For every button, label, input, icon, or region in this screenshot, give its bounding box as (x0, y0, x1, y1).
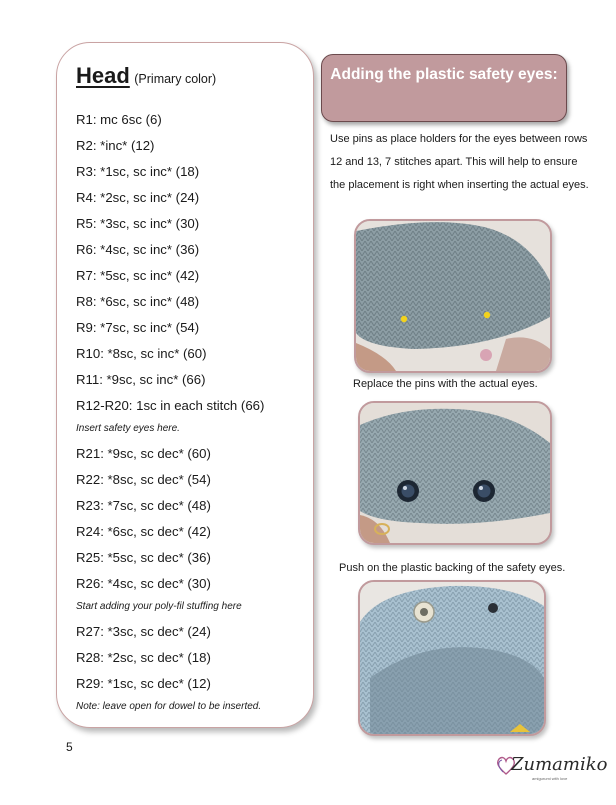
pattern-row: R1: mc 6sc (6) (76, 112, 162, 127)
pattern-rows (76, 107, 312, 717)
pattern-row: R8: *6sc, sc inc* (48) (76, 294, 200, 309)
eyes-section-title: Adding the plastic safety eyes: (321, 54, 567, 122)
pattern-row: R11: *9sc, sc inc* (66) (76, 372, 206, 387)
logo-name: Zumamiko (511, 754, 608, 775)
photo-eyes-illustration (360, 403, 550, 543)
pattern-row: R4: *2sc, sc inc* (24) (76, 190, 200, 205)
pattern-row: R5: *3sc, sc inc* (30) (76, 216, 200, 231)
pattern-row: R27: *3sc, sc dec* (24) (76, 624, 211, 639)
caption-replace-pins: Replace the pins with the actual eyes. (353, 378, 538, 390)
head-subtitle: (Primary color) (134, 72, 217, 86)
zumamiko-logo (496, 752, 608, 786)
logo-tagline: amigurumi with love (532, 776, 568, 781)
pattern-row: R9: *7sc, sc inc* (54) (76, 320, 200, 335)
eyes-intro-text: Use pins as place holders for the eyes between rows 12 and 13, 7 stitches apart. This will help to ensure the placement is right when inserting the actual eyes. (330, 133, 589, 191)
note-insert-eyes: Insert safety eyes here. (76, 423, 180, 434)
pattern-row: R2: *inc* (12) (76, 138, 155, 153)
note-stuffing: Start adding your poly-fil stuffing here (76, 601, 242, 612)
photo-backing-illustration (360, 582, 544, 734)
caption-push-backing: Push on the plastic backing of the safety eyes. (339, 562, 566, 574)
note-dowel: Note: leave open for dowel to be inserted. (76, 701, 262, 712)
pattern-row: R24: *6sc, sc dec* (42) (76, 524, 211, 539)
head-pattern-card (56, 42, 314, 728)
pattern-row: R21: *9sc, sc dec* (60) (76, 446, 211, 461)
pattern-row: R28: *2sc, sc dec* (18) (76, 650, 211, 665)
pattern-row: R7: *5sc, sc inc* (42) (76, 268, 200, 283)
photo-plastic-backing (358, 580, 546, 736)
pattern-row: R22: *8sc, sc dec* (54) (76, 472, 211, 487)
photo-pins-placement (354, 219, 552, 373)
photo-actual-eyes (358, 401, 552, 545)
head-heading: Head (76, 63, 130, 88)
pattern-row: R3: *1sc, sc inc* (18) (76, 164, 200, 179)
pattern-row: R12-R20: 1sc in each stitch (66) (76, 398, 265, 413)
head-title (76, 63, 216, 89)
pattern-row: R10: *8sc, sc inc* (60) (76, 346, 207, 361)
pattern-row: R6: *4sc, sc inc* (36) (76, 242, 200, 257)
pattern-row: R23: *7sc, sc dec* (48) (76, 498, 211, 513)
pattern-row: R29: *1sc, sc dec* (12) (76, 676, 211, 691)
pattern-row: R26: *4sc, sc dec* (30) (76, 576, 211, 591)
photo-pins-illustration (356, 221, 550, 371)
pattern-row: R25: *5sc, sc dec* (36) (76, 550, 211, 565)
page-number: 5 (66, 740, 73, 754)
